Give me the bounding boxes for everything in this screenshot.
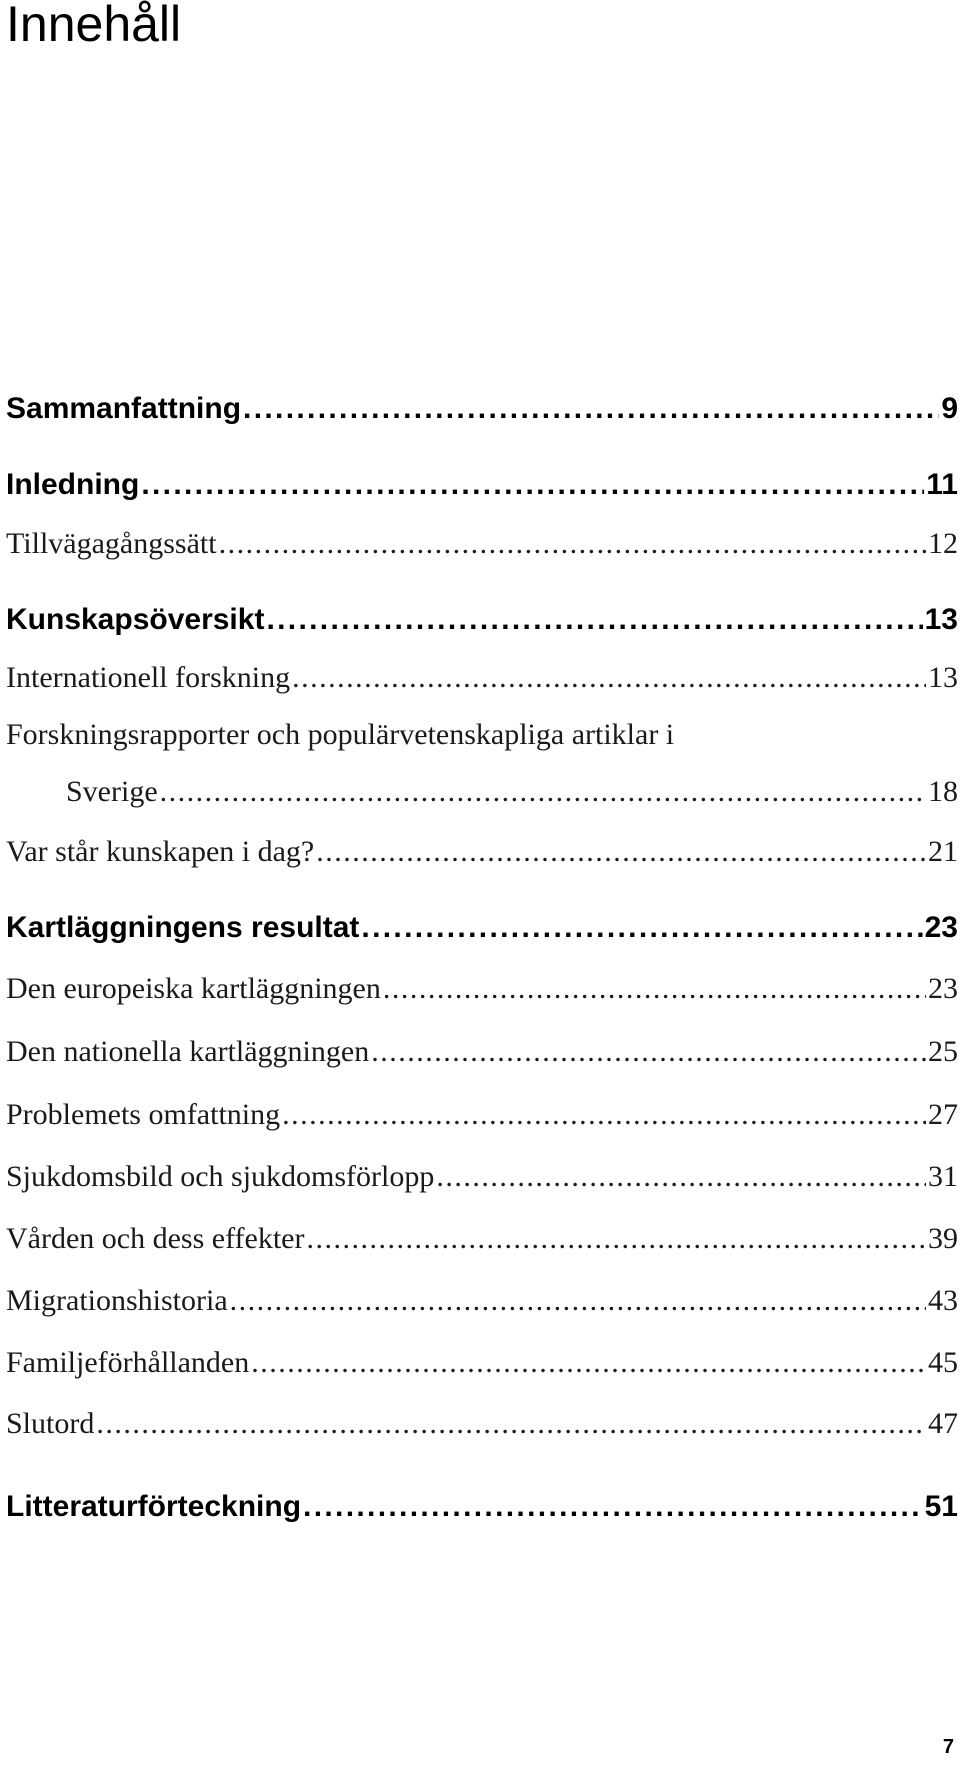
toc-entry-page: 47 xyxy=(928,1407,958,1440)
dot-leader xyxy=(361,911,922,945)
dot-leader xyxy=(141,468,924,502)
toc-entry-var-star-kunskapen[interactable] xyxy=(6,835,958,869)
toc-entry-label: Kunskapsöversikt xyxy=(6,603,265,636)
dot-leader xyxy=(383,972,926,1006)
toc-entry-page: 31 xyxy=(928,1160,958,1193)
toc-entry-sjukdomsbild[interactable] xyxy=(6,1160,958,1194)
dot-leader xyxy=(243,392,939,426)
toc-entry-label: Tillvägagångssätt xyxy=(6,527,217,560)
toc-entry-familjeforhallanden[interactable] xyxy=(6,1346,958,1380)
toc-entry-kartlaggningens-resultat[interactable] xyxy=(6,911,958,945)
dot-leader xyxy=(436,1160,926,1194)
toc-entry-page: 12 xyxy=(928,527,958,560)
toc-entry-label: Var står kunskapen i dag? xyxy=(6,835,315,868)
toc-entry-label: Inledning xyxy=(6,468,140,501)
toc-entry-page: 21 xyxy=(928,835,958,868)
dot-leader xyxy=(303,1490,923,1524)
dot-leader xyxy=(371,1035,926,1069)
dot-leader xyxy=(219,527,926,561)
toc-entry-page: 27 xyxy=(928,1098,958,1131)
toc-entry-page: 39 xyxy=(928,1222,958,1255)
toc-entry-page: 11 xyxy=(926,468,958,501)
toc-entry-problemets-omfattning[interactable] xyxy=(6,1098,958,1132)
dot-leader xyxy=(282,1098,926,1132)
toc-entry-kunskapsoversikt[interactable] xyxy=(6,603,958,637)
toc-entry-varden-och-dess-effekter[interactable] xyxy=(6,1222,958,1256)
toc-entry-forskningsrapporter[interactable] xyxy=(6,775,958,809)
toc-entry-label: Litteraturförteckning xyxy=(6,1490,302,1523)
toc-entry-page: 23 xyxy=(928,972,958,1005)
toc-entry-page: 13 xyxy=(928,661,958,694)
toc-entry-page: 25 xyxy=(928,1035,958,1068)
toc-entry-label: Sverige xyxy=(66,775,158,808)
toc-entry-label: Slutord xyxy=(6,1407,95,1440)
toc-entry-label: Vården och dess effekter xyxy=(6,1222,305,1255)
toc-entry-label: Den nationella kartläggningen xyxy=(6,1035,370,1068)
toc-entry-inledning[interactable] xyxy=(6,468,958,502)
dot-leader xyxy=(306,1222,926,1256)
toc-entry-label: Kartläggningens resultat xyxy=(6,911,360,944)
dot-leader xyxy=(251,1346,926,1380)
footer-page-number: 7 xyxy=(942,1736,954,1758)
toc-entry-internationell-forskning[interactable] xyxy=(6,661,958,695)
toc-entry-label: Sjukdomsbild och sjukdomsförlopp xyxy=(6,1160,435,1193)
toc-entry-litteraturforteckning[interactable] xyxy=(6,1490,958,1524)
toc-entry-sammanfattning[interactable] xyxy=(6,392,958,426)
page-title: Innehåll xyxy=(6,0,182,52)
toc-entry-migrationshistoria[interactable] xyxy=(6,1284,958,1318)
toc-entry-europeiska-kartlaggningen[interactable] xyxy=(6,972,958,1006)
toc-entry-label: Sammanfattning xyxy=(6,392,242,425)
toc-entry-page: 18 xyxy=(928,775,958,808)
toc-entry-label: Migrationshistoria xyxy=(6,1284,228,1317)
toc-entry-nationella-kartlaggningen[interactable] xyxy=(6,1035,958,1069)
toc-entry-page: 9 xyxy=(941,392,958,425)
dot-leader xyxy=(96,1407,926,1441)
toc-entry-page: 45 xyxy=(928,1346,958,1379)
toc-entry-page: 43 xyxy=(928,1284,958,1317)
toc-entry-label: Den europeiska kartläggningen xyxy=(6,972,381,1005)
toc-entry-label: Problemets omfattning xyxy=(6,1098,281,1131)
dot-leader xyxy=(230,1284,926,1318)
toc-entry-page: 23 xyxy=(924,911,958,944)
dot-leader xyxy=(316,835,926,869)
toc-entry-tillvagagangssatt[interactable] xyxy=(6,527,958,561)
dot-leader xyxy=(160,775,926,809)
dot-leader xyxy=(292,661,926,695)
toc-entry-slutord[interactable] xyxy=(6,1407,958,1441)
toc-entry-label: Internationell forskning xyxy=(6,661,291,694)
toc-entry-label: Familjeförhållanden xyxy=(6,1346,250,1379)
toc-entry-page: 13 xyxy=(924,603,958,636)
toc-entry-page: 51 xyxy=(924,1490,958,1523)
toc-entry-forskningsrapporter-line1[interactable]: Forskningsrapporter och populärvetenskapliga artiklar i xyxy=(6,718,675,751)
dot-leader xyxy=(266,603,922,637)
